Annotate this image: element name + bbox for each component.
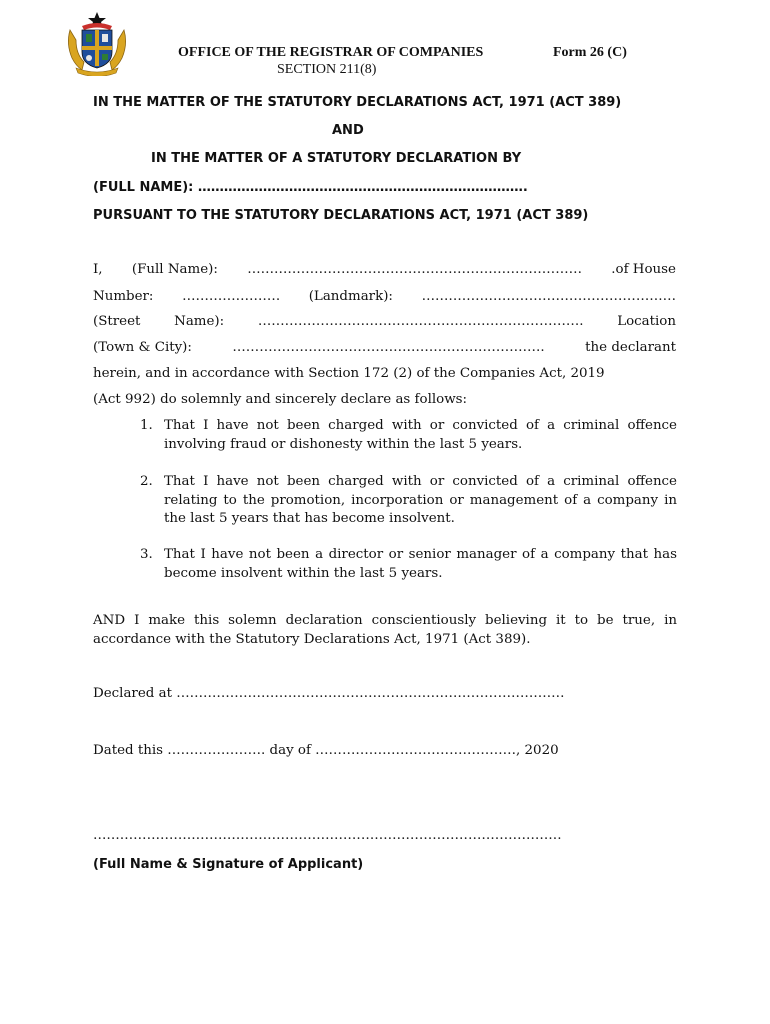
number-label: Number: <box>93 289 154 304</box>
town-city-blank: ……………………………………………………………. <box>232 340 545 355</box>
name-label: Name): <box>174 314 225 329</box>
pursuant-heading: PURSUANT TO THE STATUTORY DECLARATIONS ACT, 1971 (ACT 389) <box>93 208 589 223</box>
full-name-label: (Full Name): <box>131 262 218 277</box>
full-name-line: (FULL NAME): …………………………………………………………………. <box>93 180 528 195</box>
form-number: Form 26 (C) <box>553 45 627 60</box>
of-house-label: .of House <box>611 262 676 277</box>
declarant-label: the declarant <box>585 340 676 355</box>
declaration-item <box>140 473 677 529</box>
landmark-blank: ………………………………………………… <box>421 289 676 304</box>
street-label: (Street <box>93 314 141 329</box>
declarant-i: I, <box>93 262 103 277</box>
declarant-line-4 <box>93 340 676 355</box>
declarant-line-2 <box>93 289 676 304</box>
matter-act-heading: IN THE MATTER OF THE STATUTORY DECLARATIONS ACT, 1971 (ACT 389) <box>93 95 622 110</box>
item-number: 2. <box>140 474 153 489</box>
solemn-declaration: AND I make this solemn declaration conscientiously believing it to be true, in accordance with the Statutory Declarations Act, 1971 (Act 389). <box>93 613 677 647</box>
item-text: That I have not been charged with or convicted of a criminal offence involving fraud or dishonesty within the last 5 years. <box>164 418 677 452</box>
office-title: OFFICE OF THE REGISTRAR OF COMPANIES <box>178 45 484 60</box>
declarant-line-3 <box>93 314 676 329</box>
signature-label: (Full Name & Signature of Applicant) <box>93 857 364 872</box>
declarant-line-1 <box>93 262 676 277</box>
item-number: 3. <box>140 547 153 562</box>
location-label: Location <box>617 314 676 329</box>
section-ref: SECTION 211(8) <box>277 62 377 77</box>
declarant-line-5: herein, and in accordance with Section 172 (2) of the Companies Act, 2019 <box>93 366 605 381</box>
item-number: 1. <box>140 418 153 433</box>
signature-line: …………………………………………………………………………………………… <box>93 828 562 843</box>
street-name-blank: ………………………………………………………………. <box>257 314 584 329</box>
ghana-coat-of-arms-icon <box>64 10 130 76</box>
town-city-label: (Town & City): <box>93 340 192 355</box>
and-heading: AND <box>332 123 364 138</box>
landmark-label: (Landmark): <box>308 289 393 304</box>
declaration-item <box>140 546 677 583</box>
item-text: That I have not been a director or senior manager of a company that has become insolvent within the last 5 years. <box>164 547 677 581</box>
house-number-blank: …………………. <box>182 289 281 304</box>
full-name-blank: ………………………………………………………………… <box>247 262 582 277</box>
declared-at-line: Declared at …………………………………………………………………………… <box>93 686 565 701</box>
matter-declaration-heading: IN THE MATTER OF A STATUTORY DECLARATION BY <box>151 151 522 166</box>
declarant-line-6: (Act 992) do solemnly and sincerely declare as follows: <box>93 392 468 407</box>
declaration-item <box>140 417 677 454</box>
dated-this-line: Dated this …………………. day of ………………………………………, 2020 <box>93 743 559 758</box>
item-text: That I have not been charged with or convicted of a criminal offence relating to the promotion, incorporation or management of a company in the last 5 years that has become insolvent. <box>164 474 677 526</box>
